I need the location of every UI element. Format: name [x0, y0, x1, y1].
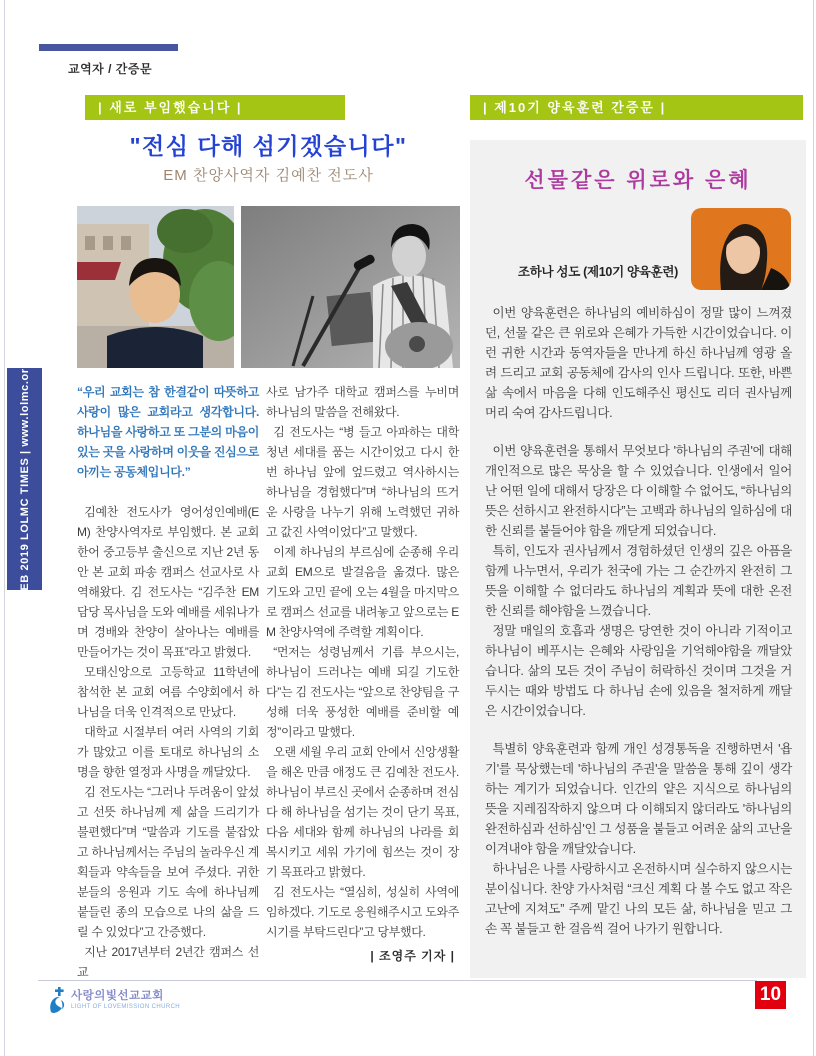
left-article-subtitle: EM 찬양사역자 김예찬 전도사	[163, 167, 374, 184]
article-paragraph: “먼저는 성령님께서 기름 부으시는, 하나님이 드러나는 예배 되길 기도한다”는 김 전도사는 “앞으로 찬양팀을 구성해 더욱 풍성한 예배를 준비할 예정”이라고 말했다.	[266, 645, 459, 739]
testimony-body	[485, 303, 792, 939]
testimony-paragraph: 이번 양육훈련은 하나님의 예비하심이 정말 많이 느껴졌던, 선물 같은 큰 위로와 은혜가 가득한 시간이었습니다. 이런 귀한 시간과 동역자들을 만나게 하신 하나님께 영광 올려 드리고 교회 공동체에 감사의 인사 드립니다. 또한, 바쁜 삶 속에서 마음을 다해 인도해주신 평신도 리더 권사님께 머리 숙여 감사드립니다.	[485, 306, 792, 420]
testimony-paragraph: 하나님은 나를 사랑하시고 온전하시며 실수하지 않으시는 분이십니다. 찬양 가사처럼 “크신 계획 다 볼 수도 없고 작은 고난에 지쳐도” 주께 맡긴 나의 모든 삶, 하나님을 믿고 그 손 꼭 붙들고 한 걸음씩 걸어 나가기 원합니다.	[485, 862, 792, 936]
new-minister-photo	[77, 206, 234, 368]
header-accent-bar	[39, 44, 178, 51]
testimony-paragraph: 이번 양육훈련을 통해서 무엇보다 '하나님의 주권'에 대해 개인적으로 많은 묵상을 할 수 있었습니다. 인생에서 일어난 어떤 일에 대해서 당장은 다 이해할 수 없어도, “하나님의 뜻은 선하시고 완전하시다”는 고백과 하나님의 일하심에 대한 신뢰를 붙들어야 함을 깨닫게 되었습니다.	[485, 444, 792, 538]
testimony-paragraph: 특히, 인도자 권사님께서 경험하셨던 인생의 깊은 아픔을 함께 나누면서, 우리가 천국에 가는 그 순간까지 완전히 그 뜻을 이해할 수 없더라도 하나님의 계획과 뜻에 대한 온전한 신뢰를 해야함을 느꼈습니다.	[485, 544, 792, 618]
testimony-panel	[470, 140, 806, 978]
article-column-2	[266, 382, 459, 966]
testimony-title: 선물같은 위로와 은혜	[524, 169, 752, 192]
article-paragraph: 지난 2017년부터 2년간 캠퍼스 선교	[77, 945, 259, 979]
edition-vertical-text: FEB 2019 LOLMC TIMES | www.lolmc.org	[18, 360, 31, 598]
church-name-en: LIGHT OF LOVEMISSION CHURCH	[71, 1004, 181, 1010]
article-paragraph: 김예찬 전도사가 영어성인예배(EM) 찬양사역자로 부임했다. 본 교회 한어 중고등부 출신으로 지난 2년 동안 본 교회 파송 캠퍼스 선교사로 사역해왔다. 김 전도사는 “김주찬 EM 담당 목사님을 도와 예배를 세워나가며 경배와 찬양이 살아나는 예배를 만들어가는 것이 목표”라고 밝혔다.	[77, 505, 259, 659]
testimony-paragraph: 정말 매일의 호흡과 생명은 당연한 것이 아니라 기적이고 하나님이 베푸시는 은혜와 사랑임을 기억해야함을 깨달았습니다. 삶의 모든 것이 주님이 허락하신 것이며 그것을 거두시는 때와 방법도 다 하나님 손에 있음을 철저하게 깨달은 시간이었습니다.	[485, 624, 792, 718]
article-paragraph: 모태신앙으로 고등학교 11학년에 참석한 본 교회 여름 수양회에서 하나님을 더욱 인격적으로 만났다.	[77, 665, 259, 719]
testimony-paragraph: 특별히 양육훈련과 함께 개인 성경통독을 진행하면서 '욥기'를 묵상했는데 '하나님의 주권'을 말씀을 통해 깊이 생각하는 계기가 되었습니다. 인간의 얕은 지식으로 하나님의 뜻을 지레짐작하지 않으며 다 이해되지 않더라도 '하나님의 완전하심과 선하심'인 그 성품을 붙들고 어려운 삶의 고난을 이겨내야 함을 깨달았습니다.	[485, 742, 792, 856]
testimony-author-photo	[691, 208, 791, 290]
pull-quote: “우리 교회는 참 한결같이 따뜻하고 사랑이 많은 교회라고 생각합니다. 하나님을 사랑하고 또 그분의 마음이 있는 곳을 사랑하며 이웃을 진심으로 아끼는 공동체입니다.”	[77, 385, 259, 479]
page-number-badge: 10	[755, 981, 786, 1009]
church-logo-icon	[47, 987, 66, 1013]
left-article-title: "전심 다해 섬기겠습니다"	[129, 133, 408, 159]
article-paragraph: 김 전도사는 “그러나 두려움이 앞섰고 선뜻 하나님께 제 삶을 드리기가 불편했다”며 “말씀과 기도를 붙잡았고 하나님께서는 주님의 놀라우신 계획들과 약속들을 보여 주셨다. 귀한 분들의 응원과 기도 속에 하나님께 붙들린 종의 모습으로 나의 삶을 드릴 수 있었다”고 간증했다.	[77, 785, 259, 939]
edition-sidebar	[7, 360, 42, 598]
section-label: 교역자 / 간증문	[68, 62, 153, 76]
reporter-byline: | 조영주 기자 |	[370, 949, 455, 963]
worship-leading-photo	[241, 206, 460, 368]
article-paragraph: 사로 남가주 대학교 캠퍼스를 누비며 하나님의 말씀을 전해왔다.	[266, 385, 459, 419]
church-logo	[47, 987, 180, 1013]
page-border-left	[4, 0, 5, 1056]
article-paragraph: 김 전도사는 “병 들고 아파하는 대학 청년 세대를 품는 시간이었고 다시 한번 하나님 앞에 엎드렸고 역사하시는 하나님을 경험했다”며 “하나님의 뜨거운 사랑을 나누기 위해 노력했던 귀하고 값진 사역이었다”고 말했다.	[266, 425, 459, 539]
article-paragraph: 김 전도사는 “열심히, 성실히 사역에 임하겠다. 기도로 응원해주시고 도와주시기를 부탁드린다”고 당부했다.	[266, 885, 459, 939]
testimony-author-name: 조하나 성도 (제10기 양육훈련)	[517, 265, 678, 279]
right-article-badge: | 제10기 양육훈련 간증문 |	[470, 95, 803, 120]
left-article-badge: | 새로 부임했습니다 |	[85, 95, 345, 120]
article-paragraph: 대학교 시절부터 여러 사역의 기회가 많았고 이를 토대로 하나님의 소명을 향한 열정과 사명을 깨달았다.	[77, 725, 259, 779]
article-photos	[77, 206, 460, 368]
page-border-right	[813, 0, 814, 1056]
article-paragraph: 이제 하나님의 부르심에 순종해 우리 교회 EM으로 발걸음을 옮겼다. 많은 기도와 고민 끝에 오는 4월을 마지막으로 캠퍼스 선교를 내려놓고 앞으로는 EM 찬양사역에 주력할 계획이다.	[266, 545, 459, 639]
article-paragraph: 오랜 세월 우리 교회 안에서 신앙생활을 해온 만큼 애정도 큰 김예찬 전도사. 하나님이 부르신 곳에서 순종하며 전심 다 해 하나님을 섬기는 것이 단기 목표, 다음 세대와 함께 하나님의 나라를 회복시키고 세워 가기에 힘쓰는 것이 장기 목표라고 밝혔다.	[266, 745, 459, 879]
church-name-kr: 사랑의빛선교교회	[71, 990, 164, 1002]
article-column-1	[77, 382, 259, 982]
footer-divider	[38, 980, 757, 981]
